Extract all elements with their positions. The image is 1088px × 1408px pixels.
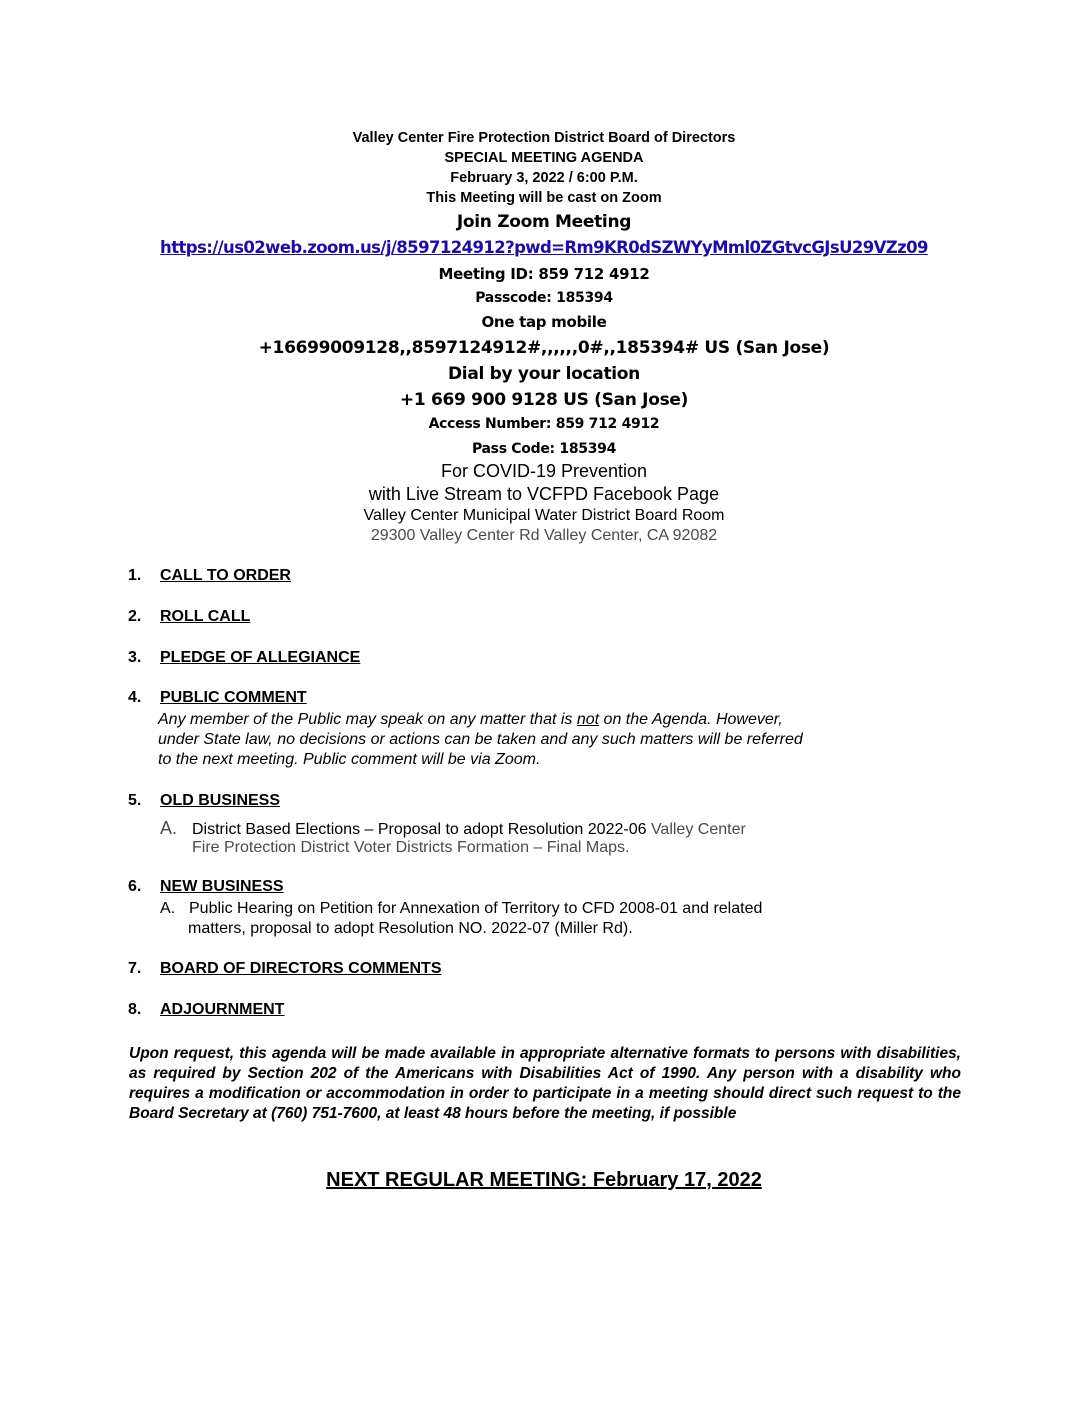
item-title: ADJOURNMENT bbox=[160, 1001, 285, 1018]
board-room: Valley Center Municipal Water District Board Room bbox=[363, 507, 725, 524]
public-comment-text-line2: under State law, no decisions or actions can be taken and any such matters will be referred bbox=[158, 731, 803, 748]
one-tap-number: +16699009128,,8597124912#,,,,,,0#,,185394# US (San Jose) bbox=[258, 338, 830, 358]
dial-number: +1 669 900 9128 US (San Jose) bbox=[399, 390, 689, 410]
join-zoom-heading: Join Zoom Meeting bbox=[456, 212, 632, 232]
public-comment-text-line1: Any member of the Public may speak on any matter that is not on the Agenda. However, bbox=[158, 711, 783, 728]
item-number: 2. bbox=[128, 608, 142, 625]
item-title: PLEDGE OF ALLEGIANCE bbox=[160, 649, 361, 666]
meeting-date: February 3, 2022 / 6:00 P.M. bbox=[450, 170, 638, 186]
new-business-item-a-line1: A. Public Hearing on Petition for Annexation of Territory to CFD 2008-01 and related bbox=[160, 900, 763, 917]
item-title: OLD BUSINESS bbox=[160, 792, 281, 809]
item-number: 7. bbox=[128, 960, 142, 977]
address: 29300 Valley Center Rd Valley Center, CA 92082 bbox=[370, 527, 718, 544]
old-business-item-a-line1: A. District Based Elections – Proposal to adopt Resolution 2022-06 Valley Center bbox=[160, 818, 746, 838]
item-title: BOARD OF DIRECTORS COMMENTS bbox=[160, 960, 442, 977]
agenda-item-adjournment bbox=[128, 1001, 284, 1019]
access-number: Access Number: 859 712 4912 bbox=[428, 416, 660, 432]
item-number: 8. bbox=[128, 1001, 142, 1018]
agenda-item-new-business bbox=[128, 878, 284, 896]
item-number: 3. bbox=[128, 649, 142, 666]
agenda-item-pledge bbox=[128, 649, 360, 667]
item-number: 1. bbox=[128, 567, 142, 584]
one-tap-heading: One tap mobile bbox=[481, 313, 607, 331]
pass-code: Pass Code: 185394 bbox=[471, 441, 617, 457]
dial-heading: Dial by your location bbox=[448, 364, 640, 384]
item-number: 6. bbox=[128, 878, 142, 895]
item-number: 4. bbox=[128, 689, 142, 706]
new-business-item-a-line2: matters, proposal to adopt Resolution NO. 2022-07 (Miller Rd). bbox=[188, 920, 633, 937]
public-comment-text-line3: to the next meeting. Public comment will be via Zoom. bbox=[158, 751, 541, 768]
accessibility-notice: Upon request, this agenda will be made available in appropriate alternative formats to persons with disabilities, as required by Section 202 of the Americans with Disabilities Act of 1990. Any person with a disability who requires a modification or accommodation in order to participate in a meeting should direct such request to the Board Secretary at (760) 751-7600, at least 48 hours before the meeting, if possible bbox=[129, 1045, 961, 1122]
passcode: Passcode: 185394 bbox=[475, 290, 613, 306]
item-title: PUBLIC COMMENT bbox=[160, 689, 307, 706]
agenda-item-old-business bbox=[128, 792, 280, 810]
next-meeting: NEXT REGULAR MEETING: February 17, 2022 bbox=[326, 1169, 762, 1191]
covid-note: For COVID-19 Prevention bbox=[440, 461, 648, 481]
agenda-item-public-comment bbox=[128, 689, 307, 707]
zoom-meeting-link[interactable]: https://us02web.zoom.us/j/8597124912?pwd=Rm9KR0dSZWYyMml0ZGtvcGJsU29VZz09 bbox=[160, 238, 928, 257]
zoom-cast-note: This Meeting will be cast on Zoom bbox=[426, 190, 662, 206]
item-number: 5. bbox=[128, 792, 142, 809]
agenda-type: SPECIAL MEETING AGENDA bbox=[444, 150, 644, 166]
district-title: Valley Center Fire Protection District Board of Directors bbox=[352, 130, 736, 146]
item-title: NEW BUSINESS bbox=[160, 878, 284, 895]
agenda-item-board-comments bbox=[128, 960, 441, 978]
agenda-item-call-to-order bbox=[128, 567, 291, 585]
meeting-id: Meeting ID: 859 712 4912 bbox=[438, 265, 650, 283]
item-title: ROLL CALL bbox=[160, 608, 251, 625]
agenda-item-roll-call bbox=[128, 608, 250, 626]
item-title: CALL TO ORDER bbox=[160, 567, 291, 584]
old-business-item-a-line2: Fire Protection District Voter Districts Formation – Final Maps. bbox=[192, 839, 630, 856]
livestream-note: with Live Stream to VCFPD Facebook Page bbox=[368, 484, 720, 504]
